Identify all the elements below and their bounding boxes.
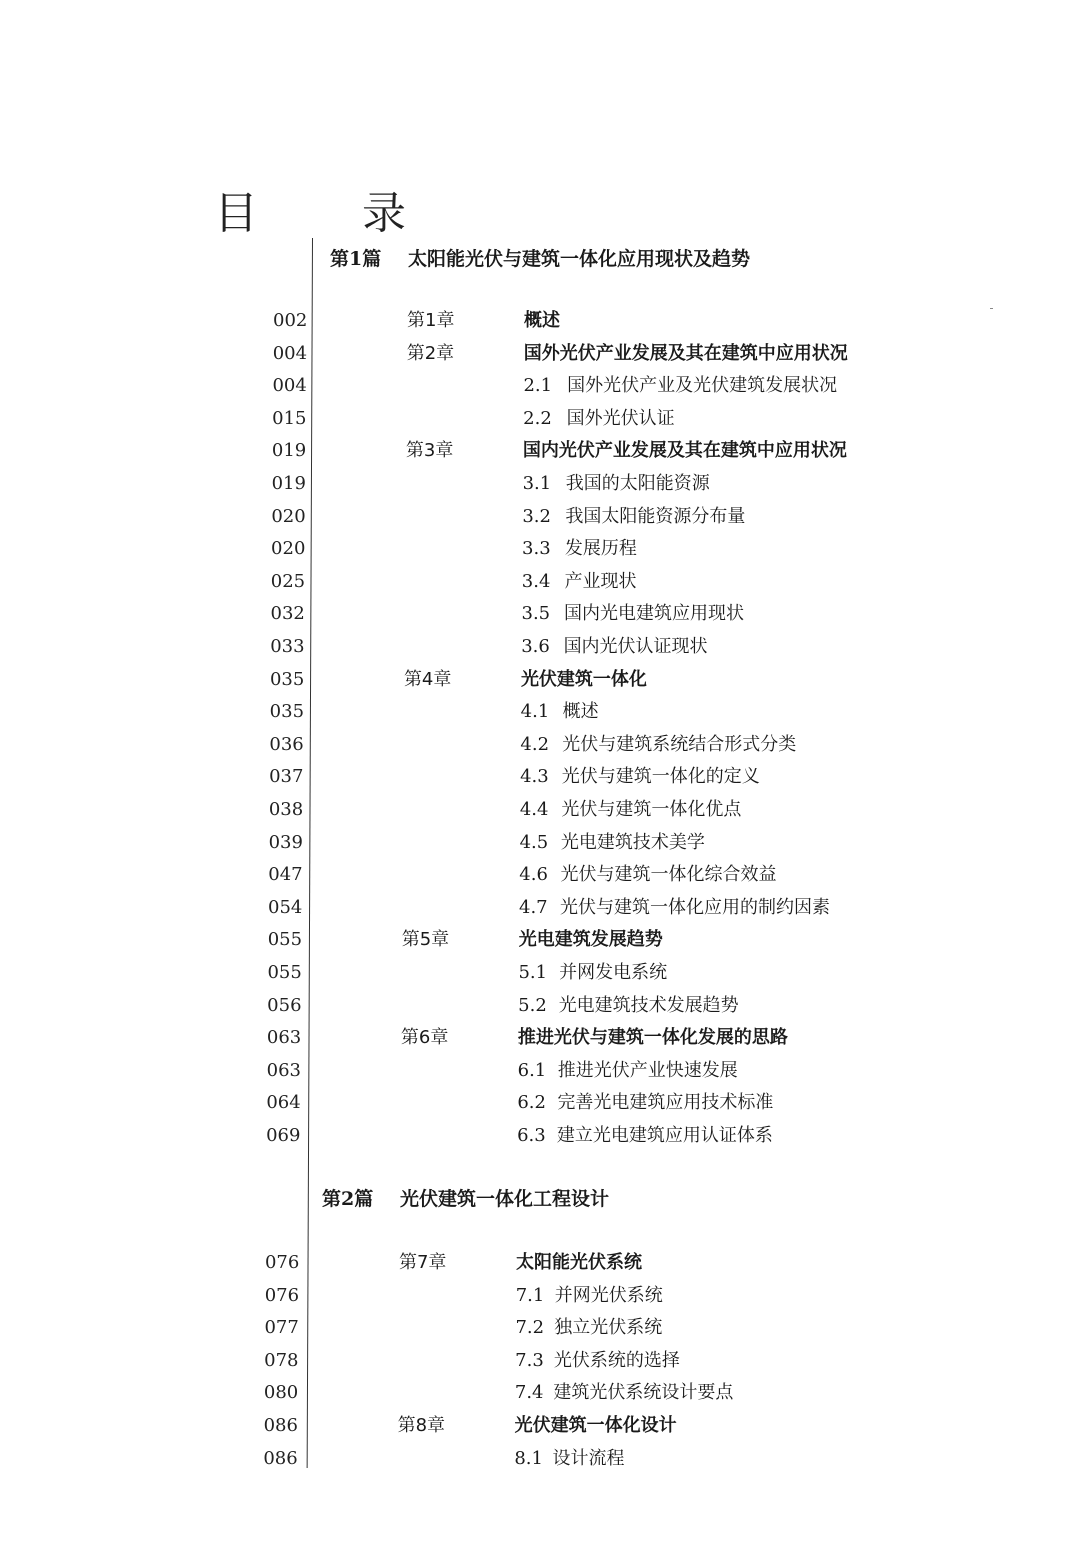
toc-chapter-row xyxy=(0,1411,1080,1441)
section-title: 建筑光伏系统设计要点 xyxy=(553,1382,734,1404)
toc-section-row xyxy=(0,1088,1080,1118)
section-title: 完善光电建筑应用技术标准 xyxy=(557,1092,774,1114)
section-number: 4.3 xyxy=(520,766,549,788)
chapter-title: 光伏建筑一体化设计 xyxy=(514,1415,677,1436)
section-number: 7.2 xyxy=(515,1317,545,1339)
section-title: 国外光伏产业及光伏建筑发展状况 xyxy=(567,375,838,397)
toc-section-row xyxy=(0,1056,1080,1086)
toc-section-row xyxy=(0,632,1080,662)
part-label: 第2篇 xyxy=(322,1188,374,1210)
chapter-title: 光伏建筑一体化 xyxy=(520,668,647,690)
page-number: 063 xyxy=(266,1059,301,1081)
section-title: 光电建筑技术美学 xyxy=(560,831,705,853)
section-number: 4.5 xyxy=(519,831,549,853)
page-number: 086 xyxy=(263,1415,298,1436)
page-number: 020 xyxy=(271,505,306,527)
part-label: 第1篇 xyxy=(330,248,382,270)
section-number: 3.1 xyxy=(522,473,552,494)
chapter-label: 第7章 xyxy=(398,1252,447,1273)
chapter-title: 概述 xyxy=(524,310,560,331)
toc-section-row xyxy=(0,991,1080,1021)
page-number: 032 xyxy=(270,603,305,625)
section-title: 设计流程 xyxy=(552,1447,625,1469)
chapter-title: 光电建筑发展趋势 xyxy=(518,929,663,951)
section-title: 发展历程 xyxy=(564,538,637,560)
section-number: 3.5 xyxy=(521,603,551,625)
chapter-title: 推进光伏与建筑一体化发展的思路 xyxy=(517,1027,788,1049)
chapter-label: 第3章 xyxy=(405,440,454,462)
section-title: 光伏与建筑一体化应用的制约因素 xyxy=(560,896,831,918)
page-number: 035 xyxy=(269,701,305,723)
toc-chapter-row xyxy=(0,925,1080,955)
page-number: 056 xyxy=(267,994,302,1016)
page-number: 055 xyxy=(267,962,302,983)
page-number: 076 xyxy=(264,1284,300,1306)
section-title: 建立光电建筑应用认证体系 xyxy=(556,1125,773,1146)
section-title: 推进光伏产业快速发展 xyxy=(557,1059,738,1081)
section-title: 光伏与建筑一体化优点 xyxy=(561,799,742,820)
toc-section-row xyxy=(0,469,1080,499)
toc-section-row xyxy=(0,599,1080,629)
page-title: 目 录 xyxy=(214,188,436,240)
page-number: 037 xyxy=(269,766,304,788)
toc-chapter-row xyxy=(0,1023,1080,1053)
page-number: 080 xyxy=(263,1382,299,1404)
section-title: 并网光伏系统 xyxy=(554,1284,663,1306)
toc-section-row xyxy=(0,1444,1080,1474)
page-number: 020 xyxy=(271,538,306,560)
page-number: 069 xyxy=(266,1125,301,1146)
section-number: 5.2 xyxy=(518,994,547,1016)
chapter-label: 第1章 xyxy=(407,310,455,331)
toc-section-row xyxy=(0,534,1080,564)
toc-section-row xyxy=(0,1346,1080,1376)
page-number: 038 xyxy=(268,799,304,820)
page-number: 063 xyxy=(266,1027,302,1049)
section-number: 6.2 xyxy=(517,1092,546,1114)
toc-section-row xyxy=(0,762,1080,792)
page-number: 004 xyxy=(272,375,307,397)
toc-section-row xyxy=(0,828,1080,858)
toc-section-row xyxy=(0,697,1080,727)
section-title: 我国太阳能资源分布量 xyxy=(565,505,746,527)
page-number: 076 xyxy=(264,1252,300,1273)
chapter-title: 太阳能光伏系统 xyxy=(515,1252,642,1273)
section-title: 并网发电系统 xyxy=(559,962,668,983)
page-number: 055 xyxy=(267,929,303,951)
page-number: 078 xyxy=(264,1349,299,1371)
chapter-label: 第5章 xyxy=(401,929,450,951)
section-number: 3.4 xyxy=(521,570,551,592)
toc-section-row xyxy=(0,893,1080,923)
chapter-label: 第6章 xyxy=(400,1027,449,1049)
toc-chapter-row xyxy=(0,306,1080,336)
chapter-label: 第2章 xyxy=(406,342,455,364)
toc-chapter-row xyxy=(0,436,1080,466)
section-number: 3.2 xyxy=(522,505,551,527)
toc-section-row xyxy=(0,371,1080,401)
section-title: 国内光伏认证现状 xyxy=(563,636,708,657)
section-number: 6.3 xyxy=(517,1125,546,1146)
section-number: 3.3 xyxy=(522,538,551,560)
section-title: 国外光伏认证 xyxy=(566,407,675,429)
section-number: 2.2 xyxy=(523,407,552,429)
page-number: 039 xyxy=(268,831,303,853)
page-number: 064 xyxy=(266,1092,301,1114)
section-title: 光伏与建筑一体化的定义 xyxy=(561,766,760,788)
toc-section-row xyxy=(0,1313,1080,1343)
section-number: 4.6 xyxy=(519,864,548,886)
toc-chapter-row xyxy=(0,1248,1080,1278)
page-number: 002 xyxy=(273,310,308,331)
page-number: 004 xyxy=(272,342,308,364)
section-title: 光电建筑技术发展趋势 xyxy=(558,994,739,1016)
toc-chapter-row xyxy=(0,339,1080,369)
section-title: 我国的太阳能资源 xyxy=(565,473,710,494)
page-number: 015 xyxy=(272,407,307,429)
section-number: 3.6 xyxy=(521,636,550,657)
section-number: 7.4 xyxy=(514,1382,544,1404)
toc-section-row xyxy=(0,1378,1080,1408)
page-number: 077 xyxy=(264,1317,299,1339)
chapter-title: 国外光伏产业发展及其在建筑中应用状况 xyxy=(523,342,848,364)
toc-section-row xyxy=(0,730,1080,760)
section-title: 光伏与建筑系统结合形式分类 xyxy=(562,733,797,755)
page-number: 086 xyxy=(263,1447,298,1469)
toc-section-row xyxy=(0,502,1080,532)
part-title: 太阳能光伏与建筑一体化应用现状及趋势 xyxy=(408,248,751,270)
toc-section-row xyxy=(0,1281,1080,1311)
section-number: 4.1 xyxy=(520,701,550,723)
chapter-label: 第4章 xyxy=(403,668,452,690)
toc-section-row xyxy=(0,860,1080,890)
section-number: 4.4 xyxy=(519,799,549,820)
section-title: 光伏与建筑一体化综合效益 xyxy=(560,864,777,886)
section-number: 2.1 xyxy=(523,375,553,397)
toc-section-row xyxy=(0,567,1080,597)
page-number: 035 xyxy=(269,668,305,690)
section-number: 8.1 xyxy=(514,1447,543,1469)
page-number: 019 xyxy=(271,440,307,462)
section-title: 光伏系统的选择 xyxy=(553,1349,680,1371)
page-number: 054 xyxy=(268,896,303,918)
section-title: 国内光电建筑应用现状 xyxy=(564,603,744,625)
section-number: 7.1 xyxy=(515,1284,545,1306)
section-number: 6.1 xyxy=(517,1059,547,1081)
section-title: 独立光伏系统 xyxy=(554,1317,663,1339)
page-number: 033 xyxy=(270,636,305,657)
toc-section-row xyxy=(0,795,1080,825)
toc-section-row xyxy=(0,958,1080,988)
section-number: 4.7 xyxy=(519,896,548,918)
toc-section-row xyxy=(0,404,1080,434)
part-title: 光伏建筑一体化工程设计 xyxy=(400,1188,610,1210)
section-number: 5.1 xyxy=(518,962,548,983)
toc-chapter-row xyxy=(0,665,1080,695)
chapter-label: 第8章 xyxy=(397,1415,446,1436)
section-title: 产业现状 xyxy=(564,570,637,592)
page-number: 019 xyxy=(271,473,306,494)
page-number: 025 xyxy=(270,570,306,592)
chapter-title: 国内光伏产业发展及其在建筑中应用状况 xyxy=(522,440,847,462)
section-number: 4.2 xyxy=(520,733,550,755)
section-number: 7.3 xyxy=(515,1349,544,1371)
page-number: 036 xyxy=(269,733,304,755)
toc-section-row xyxy=(0,1121,1080,1151)
section-title: 概述 xyxy=(562,701,599,723)
page-number: 047 xyxy=(268,864,303,886)
